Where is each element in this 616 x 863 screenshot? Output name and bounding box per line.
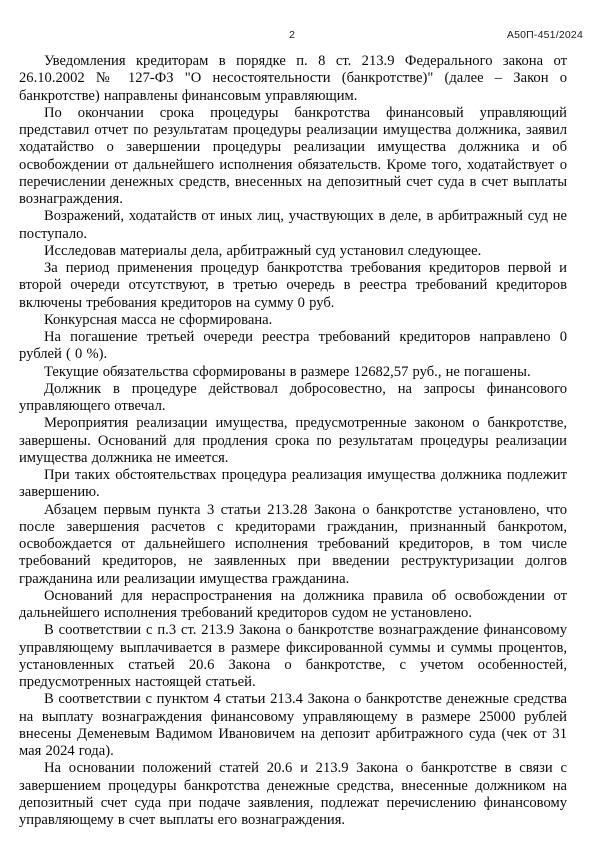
paragraph-creditor-claims: За период применения процедур банкротства требования кредиторов первой и второй очереди отсутствуют, в третью очередь в реестра требований кредиторов включены требования кредиторов на сумму 0 руб. xyxy=(19,260,567,311)
paragraph-debtor-good-faith: Должник в процедуре действовал добросовестно, на запросы финансового управляющего отвечал. xyxy=(19,380,567,414)
paragraph-court-established: Исследовав материалы дела, арбитражный суд установил следующее. xyxy=(44,242,482,259)
paragraph-third-queue-repayment: На погашение третьей очереди реестра требований кредиторов направлено 0 рублей ( 0 %). xyxy=(19,329,567,363)
paragraph-article-213-28: Абзацем первым пункта 3 статьи 213.28 Закона о банкротстве установлено, что после завершения расчетов с кредиторами гражданин, признанный банкротом, освобождается от дальнейшего исполнения требований кредиторов, в том числе требований кредиторов, не заявленных при введении реструктуризации долгов гражданина или реализации имущества гражданина. xyxy=(19,501,567,587)
paragraph-deposit-25000: В соответствии с пунктом 4 статьи 213.4 Закона о банкротстве денежные средства на выплату вознаграждения финансовому управляющему в размере 25000 рублей внесены Деменевым Вадимом Ивановичем на депозит арбитражного суда (чек от 31 мая 2024 года). xyxy=(19,691,567,759)
document-body xyxy=(19,53,567,829)
paragraph-no-exemption-grounds: Оснований для нераспространения на должника правила об освобождении от дальнейшего исполнения требований кредиторов судом не установлено. xyxy=(19,587,567,621)
paragraph-bankruptcy-estate: Конкурсная масса не сформирована. xyxy=(44,311,273,328)
paragraph-remuneration-rules: В соответствии с п.3 ст. 213.9 Закона о банкротстве вознаграждение финансовому управляющему выплачивается в размере фиксированной суммы и суммы процентов, установленных статьей 20.6 Закона о банкротстве, с учетом особенностей, предусмотренных настоящей статьей. xyxy=(19,622,567,690)
paragraph-procedure-completion: При таких обстоятельствах процедура реализация имущества должника подлежит завершению. xyxy=(19,467,567,501)
paragraph-report-submitted: По окончании срока процедуры банкротства финансовый управляющий представил отчет по результатам процедуры реализации имущества должника, заявил ходатайство о завершении процедуры реализации имущества должника и об освобождении от дальнейшего исполнения обязательств. Кроме того, ходатайствует о перечислении денежных средств, внесенных на депозитный счет суда в счет выплаты вознаграждения. xyxy=(19,104,567,207)
page-number: 2 xyxy=(289,29,295,41)
paragraph-current-obligations: Текущие обязательства сформированы в размере 12682,57 руб., не погашены. xyxy=(44,363,531,380)
paragraph-notifications: Уведомления кредиторам в порядке п. 8 ст. 213.9 Федерального закона от 26.10.2002 № 127-ФЗ "О несостоятельности (банкротстве)" (далее – Закон о банкротстве) направлены финансовым управляющим. xyxy=(19,53,567,104)
paragraph-measures-completed: Мероприятия реализации имущества, предусмотренные законом о банкротстве, завершены. Оснований для продления срока по результатам процедуры реализации имущества должника не имеется. xyxy=(19,415,567,466)
page-header xyxy=(0,28,616,42)
paragraph-transfer-of-funds: На основании положений статей 20.6 и 213.9 Закона о банкротстве в связи с завершением процедуры банкротства денежные средства, внесенные должником на депозитный счет суда при подаче заявления, подлежат перечислению финансовому управляющему в счет выплаты его вознаграждения. xyxy=(19,760,567,828)
case-number: А50П-451/2024 xyxy=(506,29,583,41)
paragraph-no-objections: Возражений, ходатайств от иных лиц, участвующих в деле, в арбитражный суд не поступало. xyxy=(19,208,567,242)
